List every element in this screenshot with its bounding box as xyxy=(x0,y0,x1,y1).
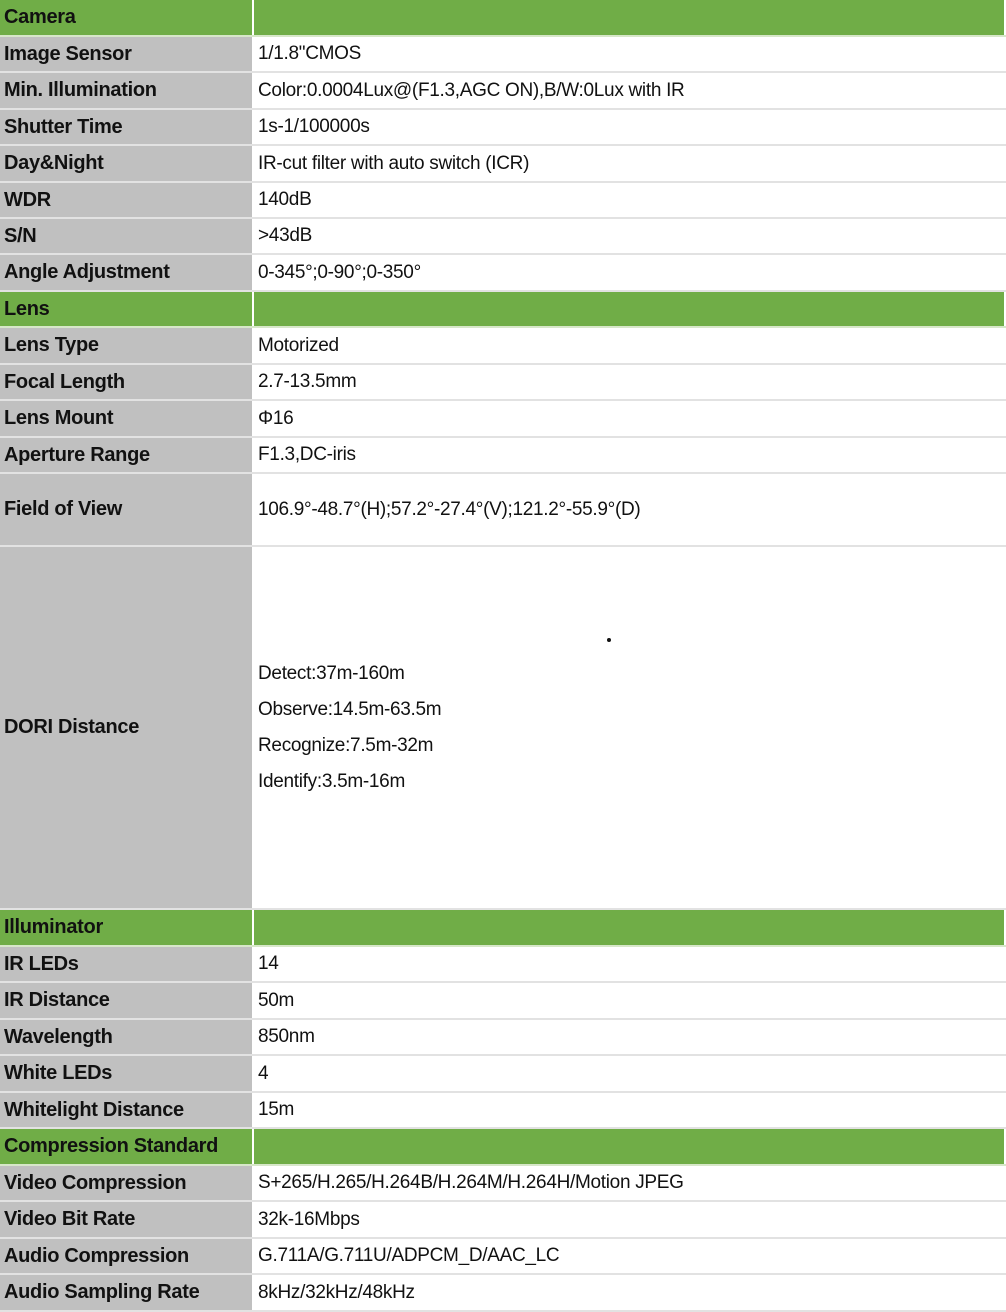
row-value: G.711A/G.711U/ADPCM_D/AAC_LC xyxy=(254,1239,1006,1273)
row-value: F1.3,DC-iris xyxy=(254,438,1006,472)
row-label: Min. Illumination xyxy=(0,73,254,108)
table-row xyxy=(0,1239,1006,1275)
table-row xyxy=(0,146,1006,183)
row-label: WDR xyxy=(0,183,254,217)
dori-values xyxy=(254,547,1006,908)
section-title: Compression Standard xyxy=(0,1129,254,1164)
table-row xyxy=(0,219,1006,255)
table-row xyxy=(0,983,1006,1020)
row-value: >43dB xyxy=(254,219,1006,253)
row-value: 1/1.8"CMOS xyxy=(254,37,1006,71)
row-value: Motorized xyxy=(254,328,1006,363)
row-value: IR-cut filter with auto switch (ICR) xyxy=(254,146,1006,181)
row-value: 1s-1/100000s xyxy=(254,110,1006,144)
dori-recognize: Recognize:7.5m-32m xyxy=(258,734,434,756)
table-row xyxy=(0,328,1006,365)
row-label: Day&Night xyxy=(0,146,254,181)
row-value: 32k-16Mbps xyxy=(254,1202,1006,1237)
row-label: Lens Type xyxy=(0,328,254,363)
row-value: 2.7-13.5mm xyxy=(254,365,1006,399)
section-value-empty xyxy=(254,910,1004,945)
section-header-camera xyxy=(0,0,1006,37)
table-row-dori xyxy=(0,547,1006,910)
row-value: S+265/H.265/H.264B/H.264M/H.264H/Motion JPEG xyxy=(254,1166,1006,1200)
stray-dot xyxy=(607,638,611,642)
table-row xyxy=(0,438,1006,474)
section-header-lens xyxy=(0,292,1006,328)
row-value: Color:0.0004Lux@(F1.3,AGC ON),B/W:0Lux with IR xyxy=(254,73,1006,108)
row-label: Focal Length xyxy=(0,365,254,399)
row-label: Whitelight Distance xyxy=(0,1093,254,1127)
section-header-illuminator xyxy=(0,910,1006,947)
row-label: Wavelength xyxy=(0,1020,254,1054)
row-value: 106.9°-48.7°(H);57.2°-27.4°(V);121.2°-55.9°(D) xyxy=(254,474,1006,545)
table-row xyxy=(0,110,1006,146)
row-label: Audio Sampling Rate xyxy=(0,1275,254,1310)
row-label: Audio Compression xyxy=(0,1239,254,1273)
table-row xyxy=(0,1093,1006,1129)
row-label: DORI Distance xyxy=(0,547,254,908)
table-row xyxy=(0,365,1006,401)
row-value: Φ16 xyxy=(254,401,1006,436)
table-row xyxy=(0,1166,1006,1202)
table-row xyxy=(0,183,1006,219)
section-value-empty xyxy=(254,292,1004,326)
row-label: S/N xyxy=(0,219,254,253)
row-value: 140dB xyxy=(254,183,1006,217)
row-value: 50m xyxy=(254,983,1006,1018)
dori-observe: Observe:14.5m-63.5m xyxy=(258,698,442,720)
section-value-empty xyxy=(254,1129,1004,1164)
row-label: IR LEDs xyxy=(0,947,254,981)
row-value: 850nm xyxy=(254,1020,1006,1054)
row-label: Image Sensor xyxy=(0,37,254,71)
row-label: IR Distance xyxy=(0,983,254,1018)
table-row xyxy=(0,1202,1006,1239)
table-row xyxy=(0,474,1006,547)
row-label: Video Compression xyxy=(0,1166,254,1200)
section-header-compression xyxy=(0,1129,1006,1166)
table-row xyxy=(0,1020,1006,1056)
table-row xyxy=(0,947,1006,983)
table-row xyxy=(0,37,1006,73)
row-value: 15m xyxy=(254,1093,1006,1127)
row-label: Angle Adjustment xyxy=(0,255,254,290)
row-value: 14 xyxy=(254,947,1006,981)
table-row xyxy=(0,255,1006,292)
row-label: Shutter Time xyxy=(0,110,254,144)
section-title: Camera xyxy=(0,0,254,35)
row-label: Field of View xyxy=(0,474,254,545)
section-title: Lens xyxy=(0,292,254,326)
table-row xyxy=(0,1056,1006,1093)
row-label: White LEDs xyxy=(0,1056,254,1091)
row-label: Video Bit Rate xyxy=(0,1202,254,1237)
table-row xyxy=(0,1275,1006,1312)
row-value: 0-345°;0-90°;0-350° xyxy=(254,255,1006,290)
table-row xyxy=(0,401,1006,438)
section-title: Illuminator xyxy=(0,910,254,945)
row-label: Aperture Range xyxy=(0,438,254,472)
dori-detect: Detect:37m-160m xyxy=(258,662,405,684)
row-value: 4 xyxy=(254,1056,1006,1091)
dori-identify: Identify:3.5m-16m xyxy=(258,770,405,792)
table-row xyxy=(0,73,1006,110)
row-value: 8kHz/32kHz/48kHz xyxy=(254,1275,1006,1310)
section-value-empty xyxy=(254,0,1004,35)
row-label: Lens Mount xyxy=(0,401,254,436)
